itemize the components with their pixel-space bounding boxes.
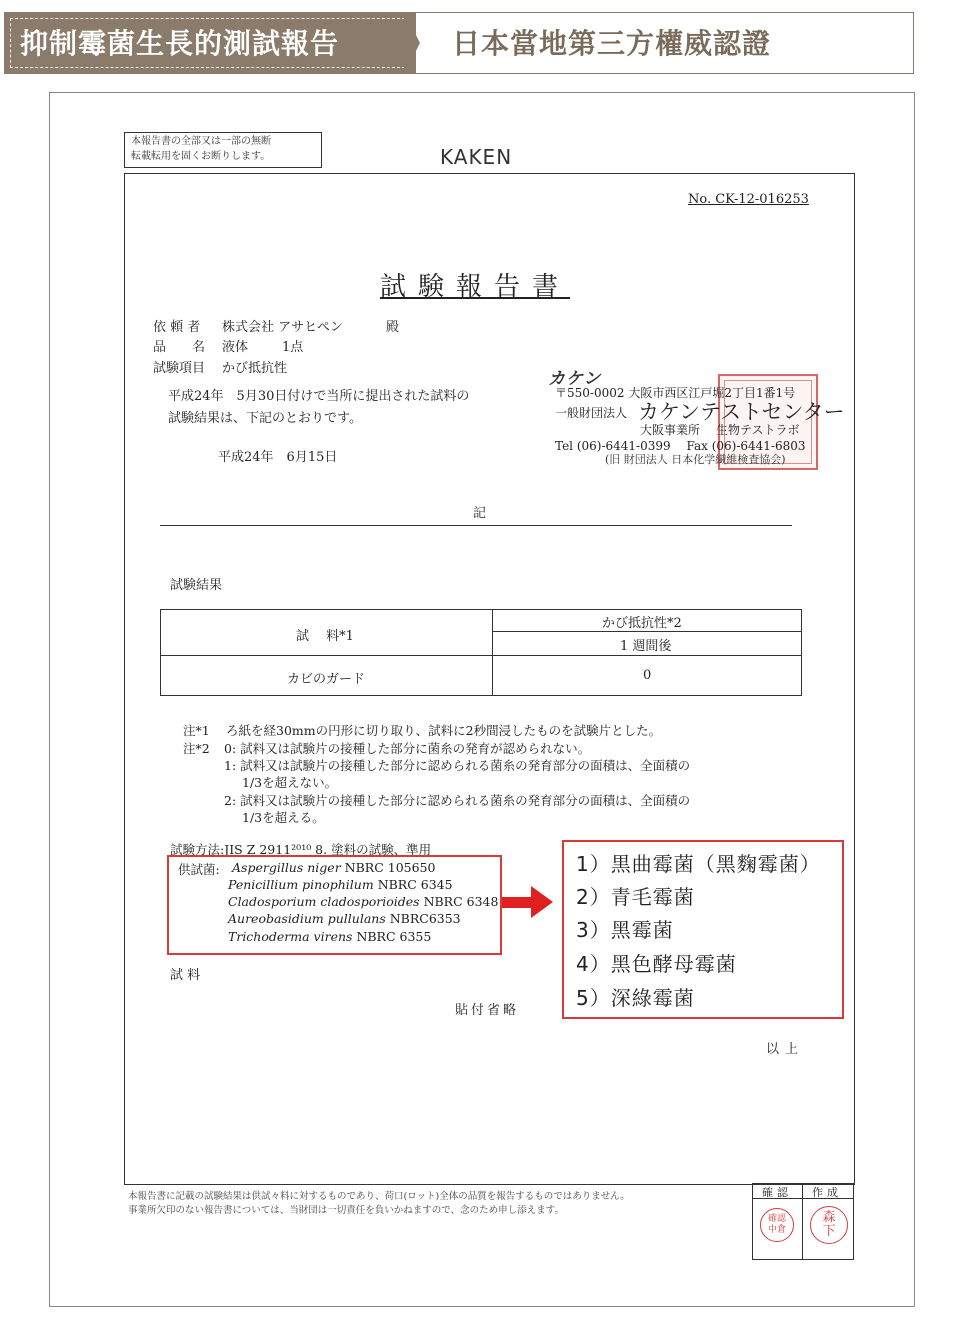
seal-1-line-2: 中倉 — [767, 1225, 786, 1235]
note-2-level-1b: 1/3を超えない。 — [242, 775, 338, 790]
note-1-mark: 注*1 — [183, 723, 210, 738]
fungus-item-2: 2）青毛霉菌 — [576, 885, 695, 909]
strain-2-name: Penicillium pinophilum — [228, 877, 374, 892]
sample-omitted: 貼付省略 — [455, 1003, 520, 1018]
row-resistance-value: 0 — [643, 668, 652, 683]
banner-subtitle: 日本當地第三方權威認證 — [452, 27, 772, 60]
creator-seal-icon — [810, 1206, 848, 1244]
test-item-label: 試験項目 — [153, 361, 206, 376]
table-header-divider — [492, 631, 802, 632]
issuer-name: カケンテストセンター — [638, 400, 845, 424]
fungus-item-5: 5）深綠霉菌 — [576, 986, 695, 1010]
sample-label: 試 料 — [170, 968, 201, 983]
test-item-value: かび抵抗性 — [222, 361, 288, 376]
test-method: 試験方法:JIS Z 2911²⁰¹⁰ 8. 塗料の試験、準用 — [170, 842, 432, 857]
issuer-office: 大阪事業所 — [640, 423, 701, 437]
row-sample-name: カビのガード — [287, 672, 366, 687]
product-count: 1点 — [282, 340, 304, 355]
header-resistance: かび抵抗性*2 — [602, 616, 682, 631]
issuer-address: 〒550-0002 大阪市西区江戸堀2丁目1番1号 — [555, 386, 796, 400]
seal-2-line-2: 下 — [822, 1224, 836, 1239]
confirm-seal-icon — [760, 1208, 794, 1242]
end-mark: 以上 — [766, 1042, 805, 1057]
banner-chevron-icon — [404, 12, 420, 74]
footer-disclaimer-1: 本報告書に記載の試験結果は供試々料に対するものであり、荷口(ロット)全体の品質を報告するものではありません。 — [128, 1191, 630, 1202]
strain-4 — [228, 911, 461, 926]
strain-2 — [228, 877, 453, 892]
arrow-head-icon — [531, 886, 553, 918]
strain-3-name: Cladosporium cladosporioides — [228, 894, 420, 909]
client-value: 株式会社 アサヒペン — [222, 320, 343, 335]
strain-3 — [228, 894, 498, 909]
sign-confirm-label: 確認 — [762, 1186, 792, 1199]
note-2-mark: 注*2 — [183, 741, 210, 756]
strain-2-code: NBRC 6345 — [377, 877, 453, 892]
fungus-item-3: 3）黑霉菌 — [576, 918, 674, 942]
header-sample: 試 料*1 — [296, 629, 354, 644]
strain-5 — [228, 929, 431, 944]
kaken-header: KAKEN — [440, 145, 513, 169]
table-column-divider — [492, 609, 493, 696]
note-2-level-0: 0: 試料又は試験片の接種した部分に菌糸の発育が認められない。 — [224, 741, 591, 756]
seal-1-line-1: 確認 — [767, 1214, 786, 1224]
note-2-level-1a: 1: 試料又は試験片の接種した部分に認められる菌糸の発育部分の面積は、全面積の — [224, 758, 691, 773]
results-label: 試験結果 — [170, 578, 223, 593]
arrow-right-icon — [502, 897, 532, 908]
intro-line-2: 試験結果は、下記のとおりです。 — [168, 411, 362, 426]
footer-disclaimer-2: 事業所欠印のない報告書については、当財団は一切責任を負いかねますので、念のため申し添えます。 — [128, 1205, 564, 1216]
kaken-logo: カケン — [548, 369, 602, 389]
strain-5-name: Trichoderma virens — [228, 929, 353, 944]
section-divider — [160, 525, 792, 526]
strain-4-code: NBRC6353 — [389, 911, 461, 926]
issuer-contact: Tel (06)-6441-0399 Fax (06)-6441-6803 — [555, 439, 806, 453]
fungus-item-4: 4）黑色酵母霉菌 — [576, 952, 737, 976]
issuer-lab: 生物テストラボ — [716, 423, 800, 437]
strain-1 — [232, 860, 435, 875]
strain-3-code: NBRC 6348 — [423, 894, 499, 909]
client-honorific: 殿 — [386, 320, 400, 335]
note-2-level-2b: 1/3を超える。 — [242, 810, 325, 825]
strain-4-name: Aureobasidium pullulans — [228, 911, 386, 926]
strains-label: 供試菌: — [178, 862, 220, 877]
notice-line-2: 転載転用を固くお断りします。 — [131, 151, 271, 162]
copyright-notice — [124, 132, 322, 168]
banner-title: 抑制霉菌生長的測試報告 — [20, 27, 340, 60]
note-2-level-2a: 2: 試料又は試験片の接種した部分に認められる菌糸の発育部分の面積は、全面積の — [224, 793, 691, 808]
strain-1-name: Aspergillus niger — [232, 860, 341, 875]
notice-line-1: 本報告書の全部又は一部の無断 — [131, 136, 271, 147]
signature-divider-v — [802, 1183, 803, 1260]
issuer-corp-type: 一般財団法人 — [555, 406, 628, 420]
seal-2-line-1: 森 — [822, 1210, 836, 1225]
issuer-former-name: (旧 財団法人 日本化学繊維検査協会) — [605, 453, 786, 466]
product-label: 品 名 — [153, 340, 206, 355]
client-label: 依 頼 者 — [153, 320, 201, 335]
intro-line-1: 平成24年 5月30日付けで当所に提出された試料の — [168, 389, 470, 404]
fungus-item-1: 1）黒曲霉菌（黑麴霉菌） — [576, 852, 821, 876]
ki-marker: 記 — [473, 506, 487, 521]
product-value: 液体 — [222, 340, 249, 355]
note-1-text: ろ紙を経30mmの円形に切り取り、試料に2秒間浸したものを試験片とした。 — [226, 723, 662, 738]
sign-create-label: 作成 — [812, 1186, 842, 1199]
strain-5-code: NBRC 6355 — [356, 929, 432, 944]
table-row-divider — [160, 655, 802, 656]
strain-1-code: NBRC 105650 — [344, 860, 436, 875]
results-table — [160, 609, 802, 696]
report-number: No. CK-12-016253 — [688, 192, 809, 207]
header-period: 1 週間後 — [620, 639, 672, 654]
report-title: 試験報告書 — [380, 272, 571, 302]
report-date: 平成24年 6月15日 — [218, 450, 338, 465]
